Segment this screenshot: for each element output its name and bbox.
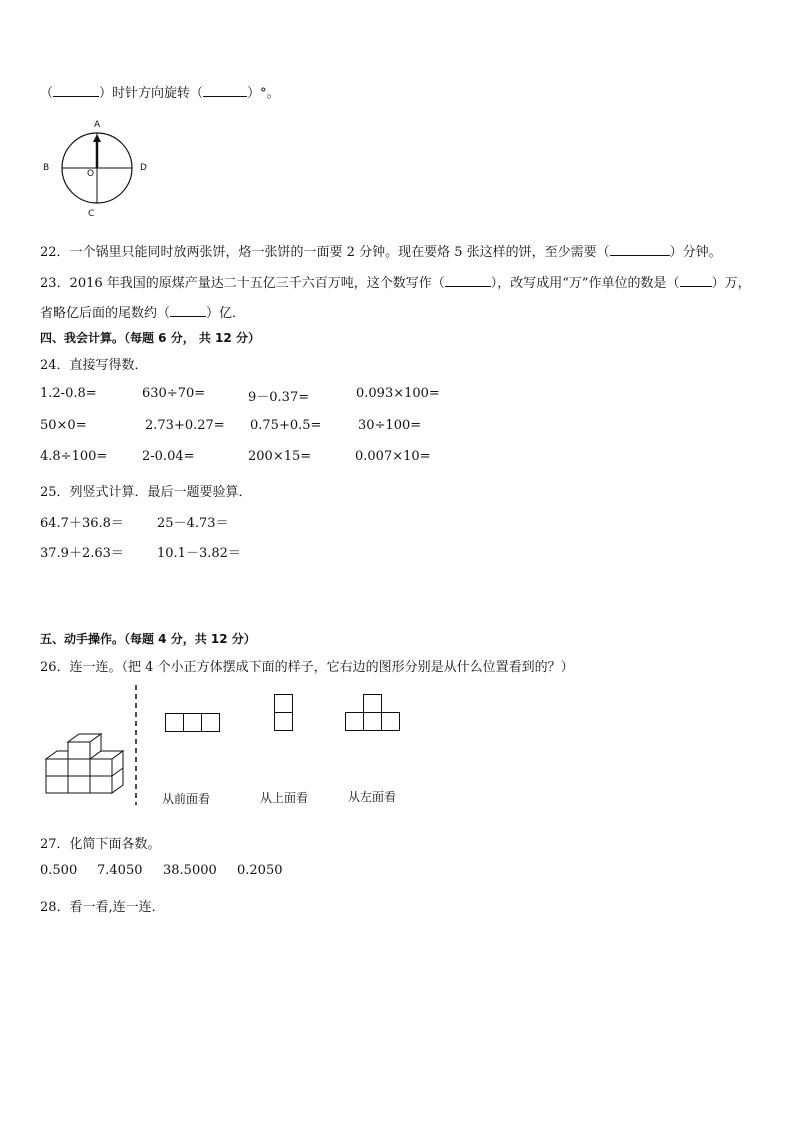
- q21-open-paren-2: （: [190, 86, 204, 101]
- q24-item: 1.2-0.8=: [40, 386, 97, 401]
- q23-line2-a: 省略亿后面的尾数约（: [40, 306, 171, 321]
- section-4-title: 四、我会计算。（每题 6 分， 共 12 分）: [40, 331, 260, 345]
- q22-tail: ）分钟。: [669, 245, 722, 260]
- q27-number: 38.5000: [163, 863, 217, 878]
- view-shape-t-shape: [345, 694, 405, 734]
- section-5-title: 五、动手操作。（每题 4 分，共 12 分）: [40, 632, 256, 646]
- q22-text: 22．一个锅里只能同时放两张饼，烙一张饼的一面要 2 分钟。现在要烙 5 张这样的饼，至少需要（: [40, 245, 610, 260]
- q24-item: 9－0.37=: [248, 390, 310, 405]
- compass-label-b: B: [43, 163, 50, 173]
- q24-item: 630÷70=: [142, 386, 206, 401]
- q24-item: 200×15=: [248, 449, 312, 464]
- q24-item: 2-0.04=: [142, 449, 195, 464]
- cube-front-face: [90, 759, 112, 776]
- q21-tail-line: [40, 82, 280, 101]
- view-label-left: 从左面看: [348, 790, 397, 804]
- q27-title: 27．化简下面各数。: [40, 837, 161, 852]
- q27-number: 0.500: [40, 863, 78, 878]
- q23-text-a: 23．2016 年我国的原煤产量达二十五亿三千六百万吨，这个数写作（: [40, 276, 445, 291]
- q26-title: 26．连一连。（把 4 个小正方体摆成下面的样子，它右边的图形分别是从什么位置看到的？）: [40, 660, 574, 675]
- q24-item: 0.007×10=: [355, 449, 431, 464]
- q23-blank-written[interactable]: [445, 275, 491, 287]
- compass-diagram: [38, 118, 158, 228]
- view-label-top: 从上面看: [260, 791, 309, 805]
- q25-title: 25．列竖式计算．最后一题要验算．: [40, 485, 252, 500]
- compass-label-a: A: [94, 120, 101, 130]
- compass-label-o: O: [87, 169, 95, 179]
- q23-line-1: [40, 272, 751, 291]
- q21-close-paren-2: ）: [247, 86, 261, 101]
- cube-front-face: [68, 742, 90, 759]
- compass-label-d: D: [140, 163, 147, 173]
- q25-item: 37.9＋2.63＝: [40, 546, 124, 561]
- q24-item: 30÷100=: [358, 418, 422, 433]
- q21-tail-text: °。: [260, 86, 280, 101]
- cube-front-face: [46, 759, 68, 776]
- q25-item: 64.7＋36.8＝: [40, 516, 124, 531]
- q21-blank-direction[interactable]: [53, 85, 99, 97]
- q27-number: 7.4050: [97, 863, 143, 878]
- q24-item: 2.73+0.27=: [145, 418, 225, 433]
- q22-blank[interactable]: [610, 244, 670, 256]
- q22-line: [40, 241, 722, 260]
- compass-arrow-head-icon: [93, 134, 101, 142]
- q23-text-b: ），改写成用“万”作单位的数是（: [490, 276, 680, 291]
- view-shape-column-of-two: [274, 694, 296, 734]
- q24-title: 24．直接写得数．: [40, 358, 148, 373]
- q27-number: 0.2050: [237, 863, 283, 878]
- q23-blank-yi[interactable]: [170, 305, 206, 317]
- q23-line-2: [40, 302, 245, 321]
- q23-text-c: ）万，: [711, 276, 751, 291]
- cube-stack-figure: [44, 731, 134, 801]
- q24-item: 0.093×100=: [356, 386, 440, 401]
- cube-front-face: [46, 776, 68, 793]
- q28-title: 28．看一看,连一连．: [40, 900, 165, 915]
- q25-item: 25－4.73＝: [157, 516, 229, 531]
- q24-item: 50×0=: [40, 418, 87, 433]
- compass-label-c: C: [88, 209, 95, 219]
- q25-item: 10.1－3.82＝: [157, 546, 241, 561]
- q23-line2-b: ）亿．: [206, 306, 246, 321]
- cube-front-face: [68, 776, 90, 793]
- view-shape-row-of-three: [165, 713, 225, 733]
- q23-blank-wan[interactable]: [680, 275, 712, 287]
- q21-blank-degree[interactable]: [203, 85, 247, 97]
- dashed-divider: [134, 685, 138, 805]
- q21-open-paren-1: （: [40, 86, 54, 101]
- q24-item: 4.8÷100=: [40, 449, 108, 464]
- view-label-front: 从前面看: [162, 792, 211, 806]
- cube-top-face: [46, 751, 68, 759]
- q24-item: 0.75+0.5=: [250, 418, 322, 433]
- q21-close-paren-1: ）: [99, 86, 113, 101]
- q21-mid-text: 时针方向旋转: [112, 86, 191, 101]
- cube-front-face: [90, 776, 112, 793]
- cube-front-face: [68, 759, 90, 776]
